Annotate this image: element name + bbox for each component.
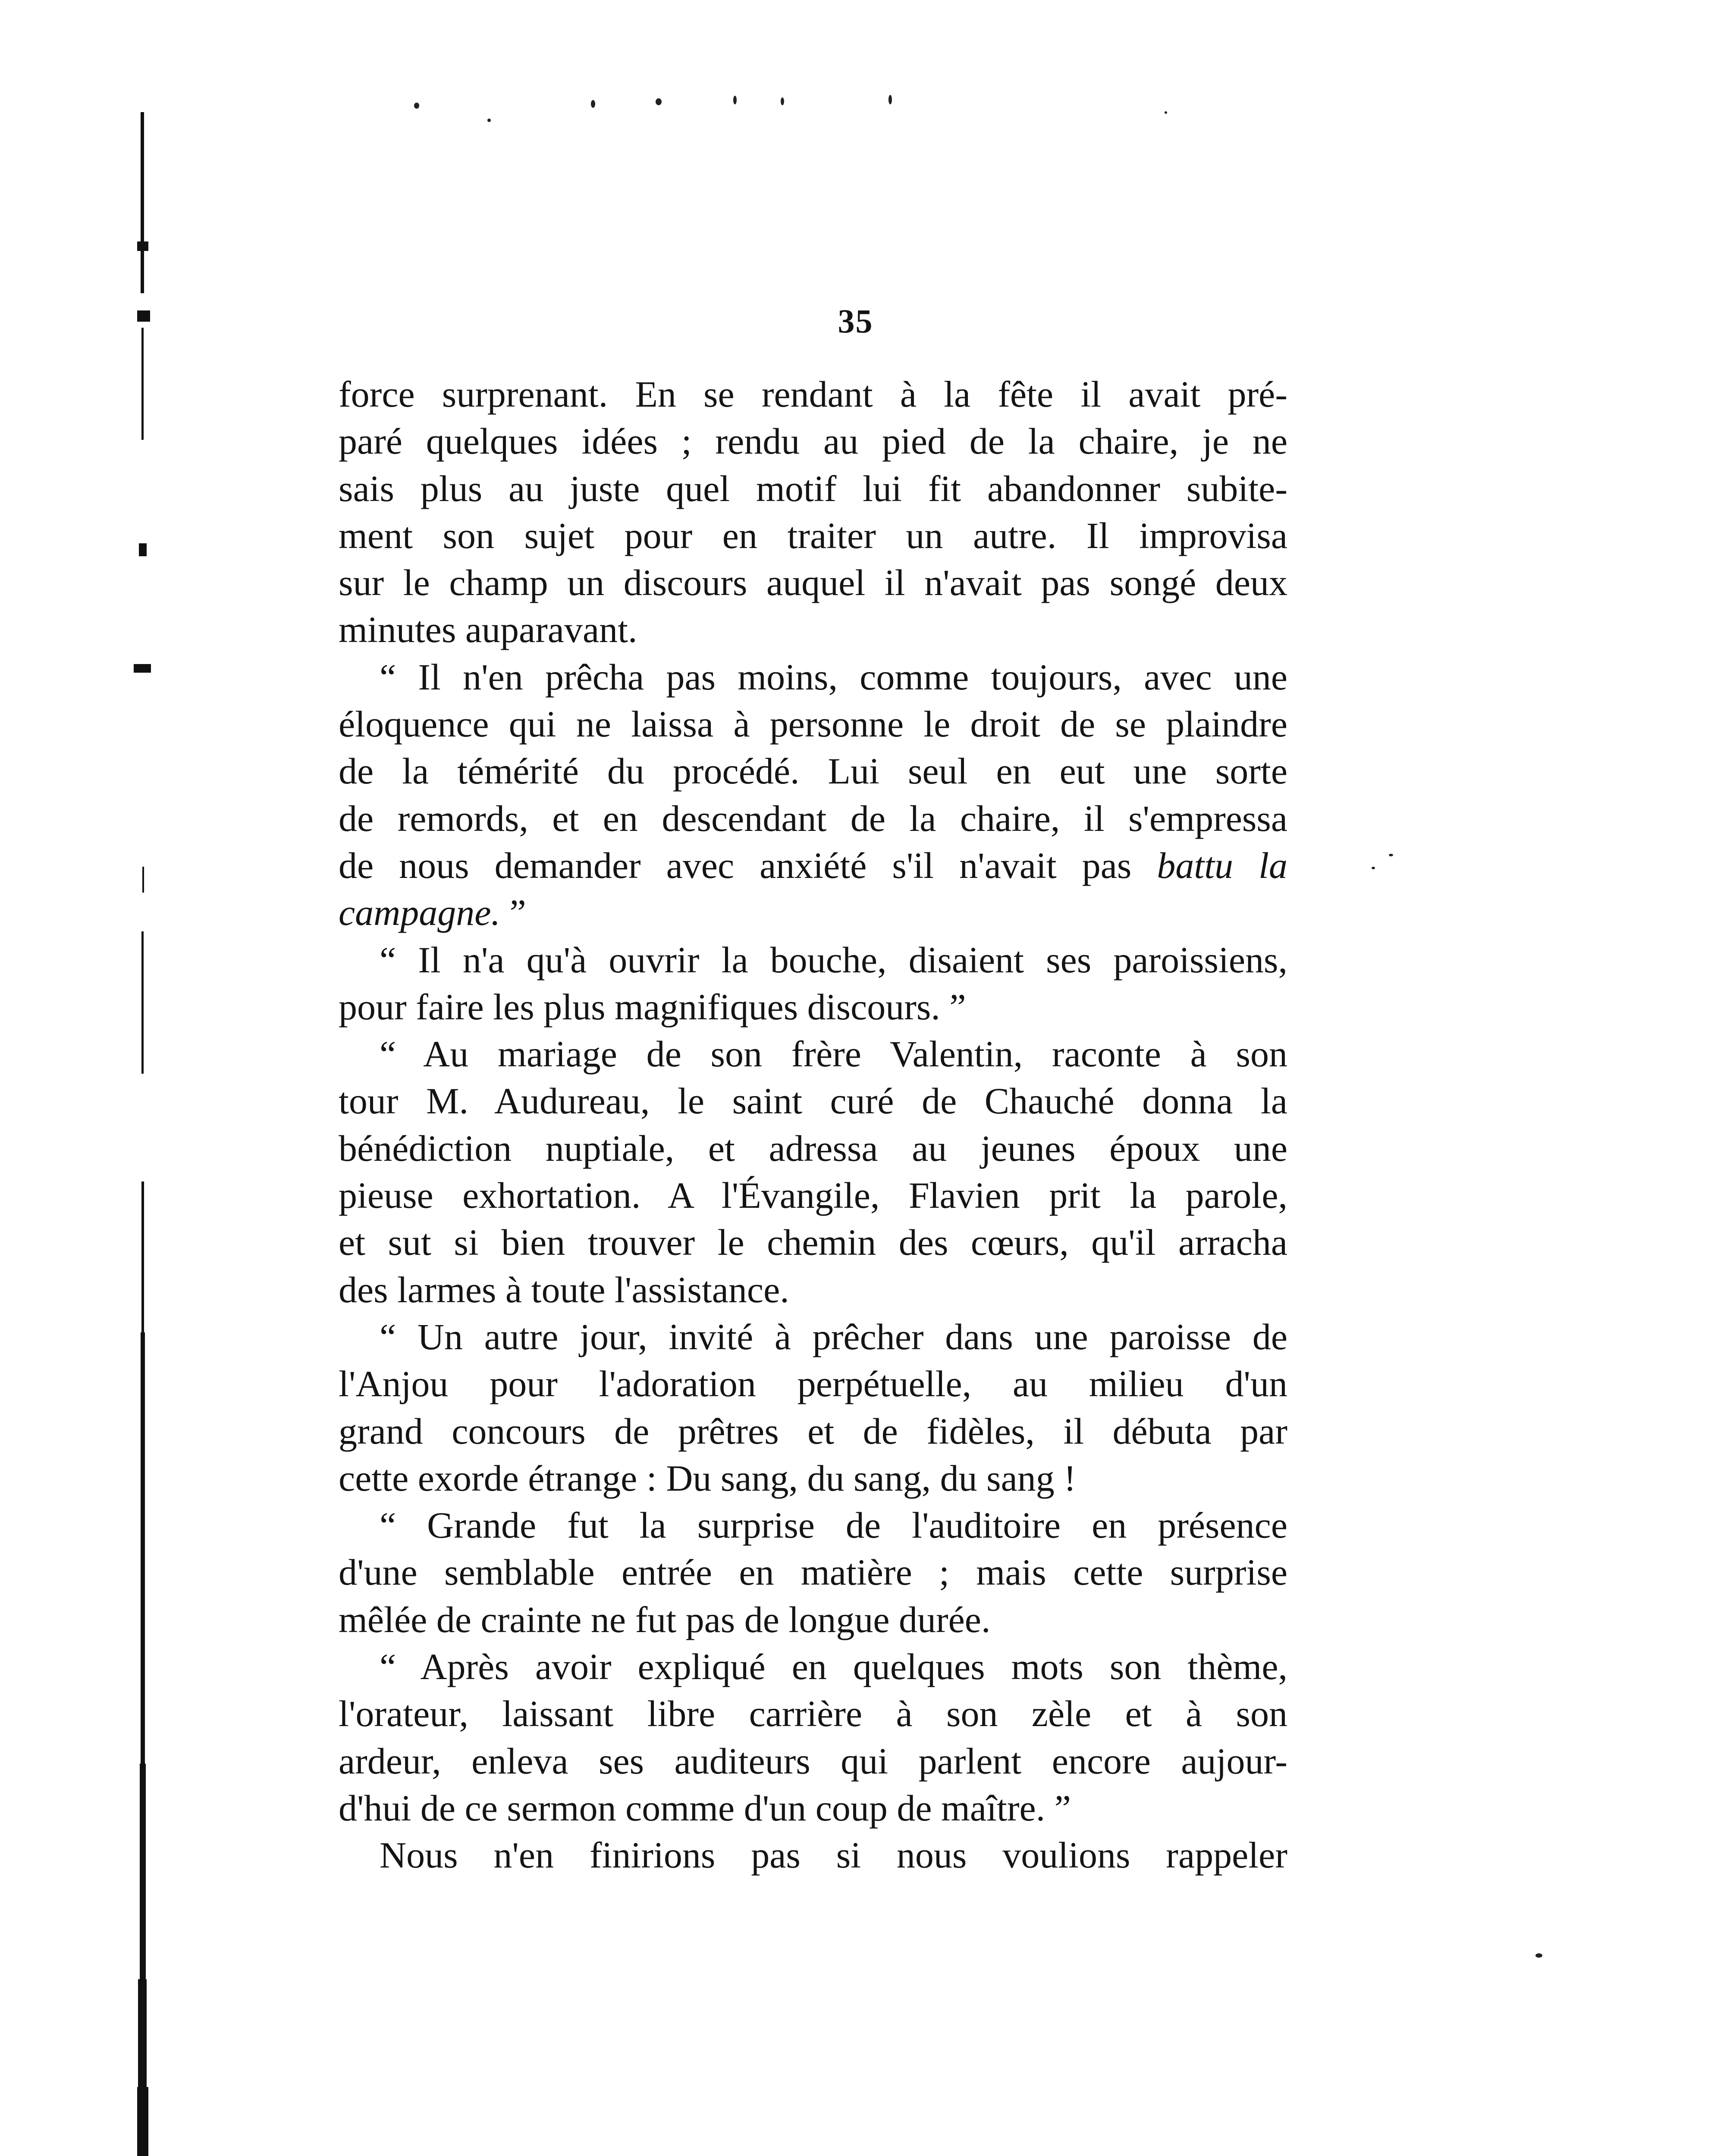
text-line: pieuse exhortation. A l'Évangile, Flavien prit la parole, bbox=[339, 1175, 1287, 1216]
text-segment: de nous demander avec anxiété s'il n'avait pas bbox=[339, 844, 1157, 886]
paragraph bbox=[339, 371, 1287, 654]
paragraph bbox=[339, 654, 1287, 937]
paragraph bbox=[339, 1031, 1287, 1313]
paragraph bbox=[339, 937, 1287, 1031]
text-line: “ Il n'a qu'à ouvrir la bouche, disaient ses paroissiens, bbox=[380, 939, 1287, 981]
text-line: pour faire les plus magnifiques discours. ” bbox=[339, 986, 966, 1028]
text-line: l'Anjou pour l'adoration perpétuelle, au milieu d'un bbox=[339, 1363, 1287, 1405]
text-line: Nous n'en finirions pas si nous voulions rappeler bbox=[380, 1834, 1287, 1876]
text-line: “ Au mariage de son frère Valentin, raconte à son bbox=[380, 1033, 1287, 1075]
italic-text: campagne. bbox=[339, 892, 500, 934]
text-line: force surprenant. En se rendant à la fête il avait pré- bbox=[339, 373, 1287, 415]
text-line: bénédiction nuptiale, et adressa au jeunes époux une bbox=[339, 1127, 1287, 1169]
text-line: mêlée de crainte ne fut pas de longue durée. bbox=[339, 1598, 991, 1640]
text-line: d'une semblable entrée en matière ; mais cette surprise bbox=[339, 1551, 1287, 1593]
paragraph bbox=[339, 1313, 1287, 1502]
text-line: des larmes à toute l'assistance. bbox=[339, 1269, 789, 1310]
text-line: paré quelques idées ; rendu au pied de la chaire, je ne bbox=[339, 420, 1287, 462]
italic-text: battu la bbox=[1157, 844, 1287, 886]
text-line: tour M. Audureau, le saint curé de Chauché donna la bbox=[339, 1080, 1287, 1122]
text-line: éloquence qui ne laissa à personne le droit de se plaindre bbox=[339, 703, 1287, 745]
text-line: l'orateur, laissant libre carrière à son zèle et à son bbox=[339, 1693, 1287, 1735]
text-line: ardeur, enleva ses auditeurs qui parlent encore aujour- bbox=[339, 1740, 1287, 1782]
text-line: de la témérité du procédé. Lui seul en eut une sorte bbox=[339, 750, 1287, 792]
text-line: sur le champ un discours auquel il n'avait pas songé deux bbox=[339, 562, 1287, 604]
text-line: “ Après avoir expliqué en quelques mots son thème, bbox=[380, 1646, 1287, 1688]
text-line: sais plus au juste quel motif lui fit abandonner subite- bbox=[339, 467, 1287, 509]
text-line bbox=[339, 842, 1287, 889]
text-line: “ Il n'en prêcha pas moins, comme toujours, avec une bbox=[380, 656, 1287, 698]
text-line: minutes auparavant. bbox=[339, 609, 637, 651]
text-line: de remords, et en descendant de la chaire, il s'empressa bbox=[339, 797, 1287, 839]
text-line: d'hui de ce sermon comme d'un coup de maître. ” bbox=[339, 1787, 1071, 1829]
text-line: ment son sujet pour en traiter un autre. Il improvisa bbox=[339, 514, 1287, 556]
binding-edge bbox=[137, 112, 154, 2156]
page-number: 35 bbox=[838, 302, 873, 340]
text-line: “ Un autre jour, invité à prêcher dans une paroisse de bbox=[380, 1316, 1287, 1357]
text-line: cette exorde étrange : Du sang, du sang, du sang ! bbox=[339, 1457, 1076, 1499]
paragraph bbox=[339, 1832, 1287, 1879]
body-text bbox=[339, 371, 1287, 1879]
paragraph bbox=[339, 1502, 1287, 1643]
text-line: “ Grande fut la surprise de l'auditoire en présence bbox=[380, 1504, 1287, 1546]
paragraph bbox=[339, 1643, 1287, 1832]
text-line: et sut si bien trouver le chemin des cœurs, qu'il arracha bbox=[339, 1222, 1287, 1263]
text-line: campagne. ” bbox=[339, 892, 526, 934]
text-line: grand concours de prêtres et de fidèles, il débuta par bbox=[339, 1410, 1287, 1452]
